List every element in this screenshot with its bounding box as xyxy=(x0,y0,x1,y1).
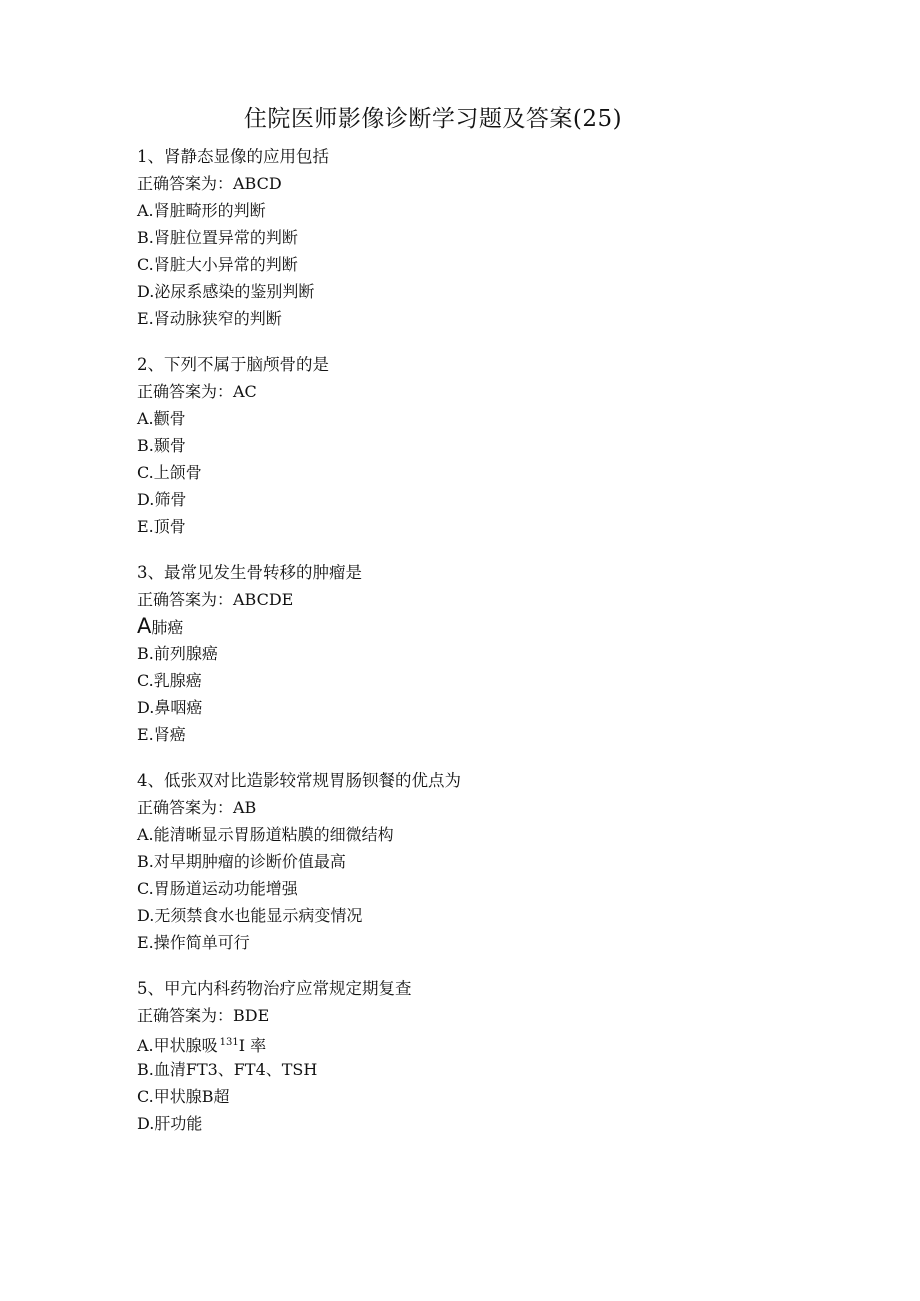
option-e: E.操作简单可行 xyxy=(137,933,250,952)
question-stem: 3、最常见发生骨转移的肿瘤是 xyxy=(137,563,362,582)
option-b: B.前列腺癌 xyxy=(137,644,218,663)
option-d: D.无须禁食水也能显示病变情况 xyxy=(137,906,363,925)
option-d: D.肝功能 xyxy=(137,1114,203,1133)
option-b: B.颞骨 xyxy=(137,436,186,455)
option-text: 肺癌 xyxy=(151,618,184,637)
option-a: A.能清晰显示胃肠道粘膜的细微结构 xyxy=(137,825,394,844)
option-d: D.鼻咽癌 xyxy=(137,698,203,717)
option-c: C.胃肠道运动功能增强 xyxy=(137,879,298,898)
option-d: D.泌尿系感染的鉴别判断 xyxy=(137,282,315,301)
question-3 xyxy=(137,559,837,748)
correct-answer: 正确答案为：BDE xyxy=(137,1006,270,1025)
option-a: A.颧骨 xyxy=(137,409,186,428)
document-title: 住院医师影像诊断学习题及答案(25) xyxy=(243,106,623,132)
option-b: B.肾脏位置异常的判断 xyxy=(137,228,298,247)
question-1 xyxy=(137,143,837,332)
isotope-superscript: 131 xyxy=(219,1037,239,1048)
option-c: C.肾脏大小异常的判断 xyxy=(137,255,298,274)
option-e: E.肾动脉狭窄的判断 xyxy=(137,309,282,328)
option-e: E.肾癌 xyxy=(137,725,186,744)
option-letter: A xyxy=(137,614,152,638)
question-stem: 4、低张双对比造影较常规胃肠钡餐的优点为 xyxy=(137,771,461,790)
option-c: C.上颌骨 xyxy=(137,463,202,482)
option-b: B.血清FT3、FT4、TSH xyxy=(137,1060,318,1079)
option-a xyxy=(137,613,837,640)
question-4 xyxy=(137,767,837,956)
question-5 xyxy=(137,975,837,1137)
option-text: A.甲状腺吸 xyxy=(137,1036,218,1055)
correct-answer: 正确答案为：AC xyxy=(137,382,257,401)
option-c: C.甲状腺B超 xyxy=(137,1087,230,1106)
option-b: B.对早期肿瘤的诊断价值最高 xyxy=(137,852,346,871)
option-e: E.顶骨 xyxy=(137,517,186,536)
option-a xyxy=(137,1029,837,1056)
option-text-suffix: I 率 xyxy=(238,1036,267,1055)
question-stem: 5、甲亢内科药物治疗应常规定期复查 xyxy=(137,979,412,998)
question-2 xyxy=(137,351,837,540)
question-stem: 2、下列不属于脑颅骨的是 xyxy=(137,355,329,374)
correct-answer: 正确答案为：ABCDE xyxy=(137,590,294,609)
question-list xyxy=(137,143,837,1156)
correct-answer: 正确答案为：ABCD xyxy=(137,174,282,193)
option-c: C.乳腺癌 xyxy=(137,671,202,690)
option-d: D.筛骨 xyxy=(137,490,187,509)
question-stem: 1、肾静态显像的应用包括 xyxy=(137,147,329,166)
option-a: A.肾脏畸形的判断 xyxy=(137,201,266,220)
correct-answer: 正确答案为：AB xyxy=(137,798,257,817)
